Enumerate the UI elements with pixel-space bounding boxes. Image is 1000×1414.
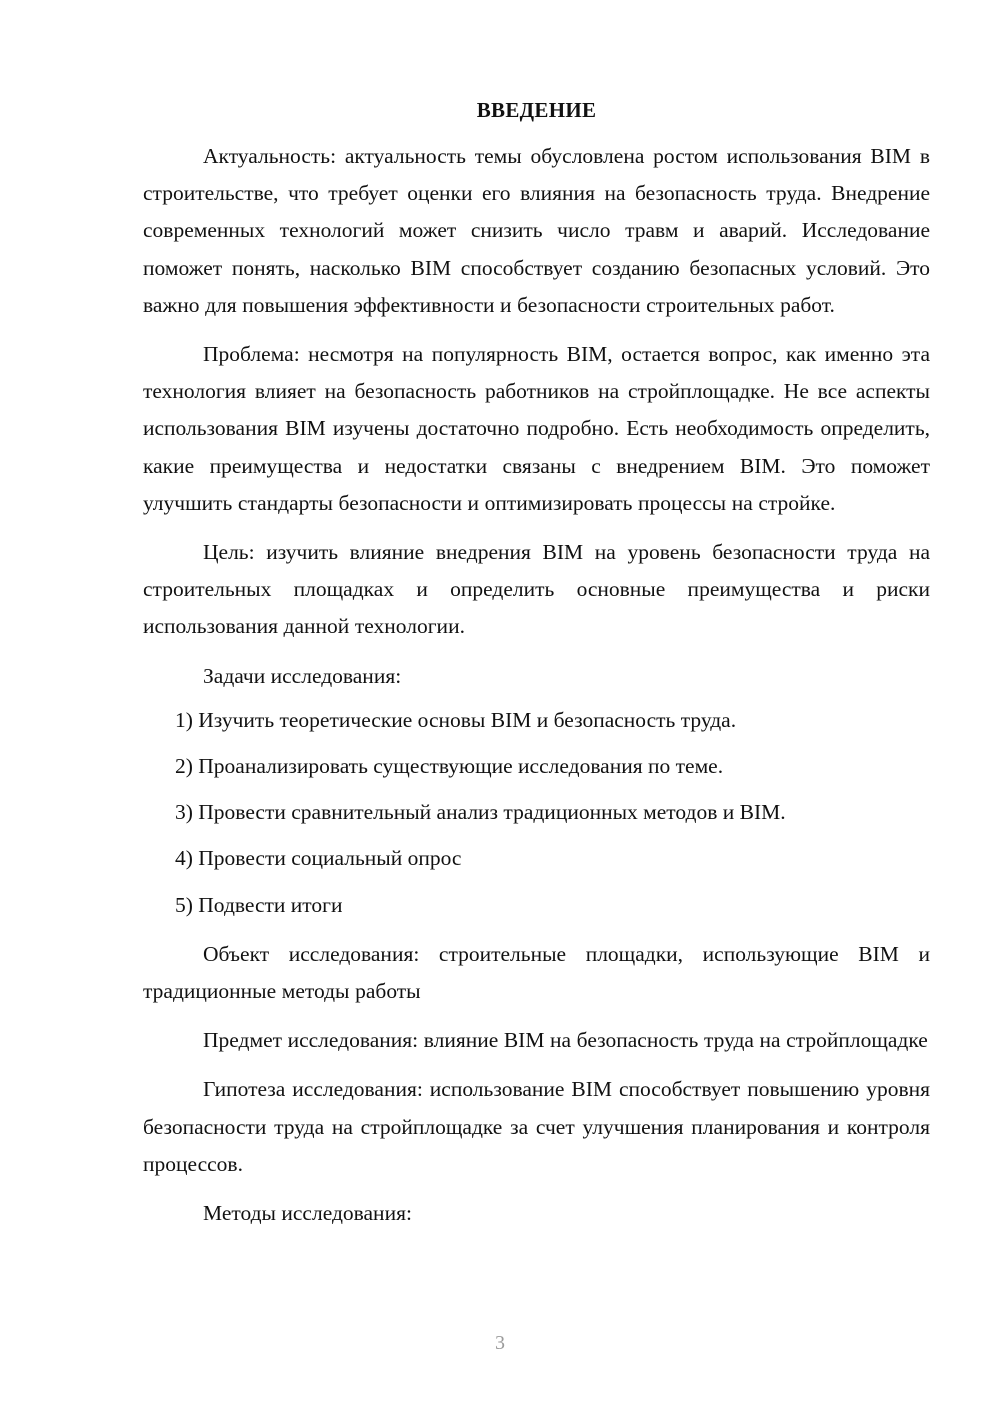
- list-item: 4) Провести социальный опрос: [175, 846, 462, 871]
- methods-heading: Методы исследования:: [203, 1201, 412, 1226]
- page-title: ВВЕДЕНИЕ: [476, 98, 597, 122]
- paragraph-object: Объект исследования: строительные площадки, использующие BIM и традиционные методы работы: [143, 941, 930, 1004]
- paragraph-hypothesis: Гипотеза исследования: использование BIM способствует повышению уровня безопасности труда на стройплощадке за счет улучшения планирования и контроля процессов.: [143, 1077, 930, 1176]
- document-body: [143, 0, 930, 1232]
- list-item: 5) Подвести итоги: [175, 892, 343, 917]
- paragraph-problem: Проблема: несмотря на популярность BIM, остается вопрос, как именно эта технология влияет на безопасность работников на стройплощадке. Не все аспекты использования BIM изучены достаточно подробно. Есть необходимость определить, какие преимущества и недостатки связаны с внедрением BIM. Это поможет улучшить стандарты безопасности и оптимизировать процессы на стройке.: [143, 342, 930, 515]
- list-item: 1) Изучить теоретические основы BIM и безопасность труда.: [175, 707, 737, 732]
- paragraph-relevance: Актуальность: актуальность темы обусловлена ростом использования BIM в строительстве, что требует оценки его влияния на безопасность труда. Внедрение современных технологий может снизить число травм и аварий. Исследование поможет понять, насколько BIM способствует созданию безопасных условий. Это важно для повышения эффективности и безопасности строительных работ.: [143, 144, 930, 317]
- list-item: 3) Провести сравнительный анализ традиционных методов и BIM.: [175, 800, 786, 825]
- paragraph-goal: Цель: изучить влияние внедрения BIM на уровень безопасности труда на строительных площадках и определить основные преимущества и риски использования данной технологии.: [143, 540, 930, 639]
- tasks-list: [143, 702, 930, 924]
- page-number: 3: [495, 1332, 505, 1354]
- list-item: 2) Проанализировать существующие исследования по теме.: [175, 754, 724, 779]
- tasks-heading: Задачи исследования:: [203, 663, 402, 688]
- paragraph-subject: Предмет исследования: влияние BIM на безопасность труда на стройплощадке: [203, 1028, 928, 1053]
